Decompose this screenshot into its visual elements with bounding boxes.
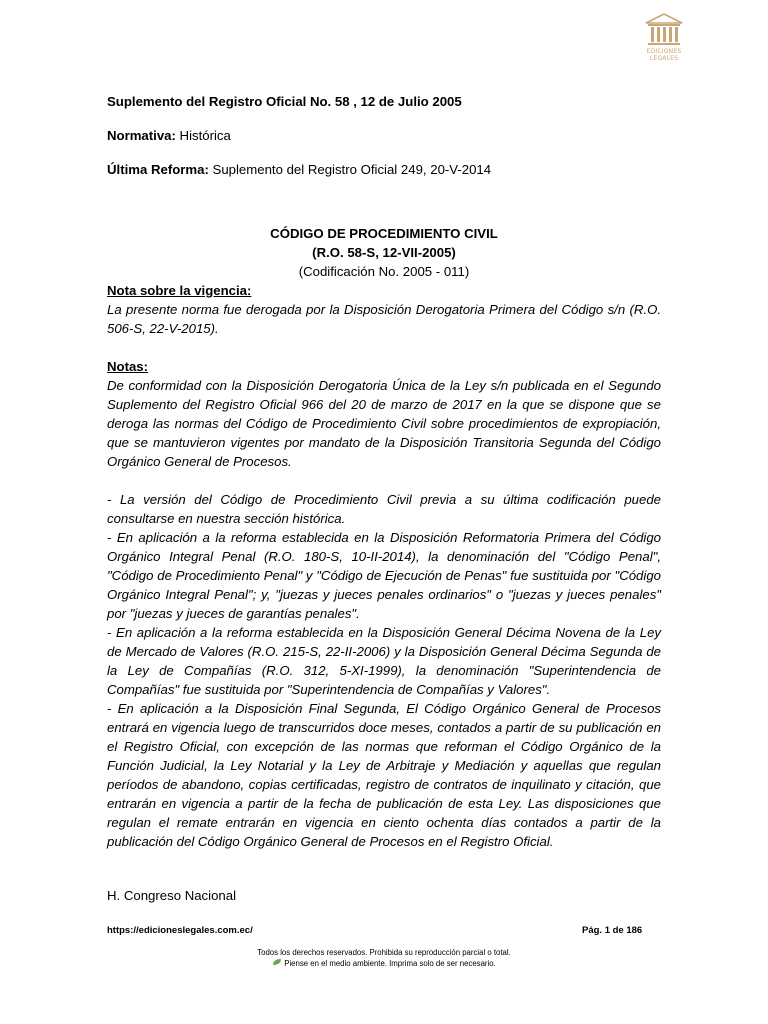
title-line-1: CÓDIGO DE PROCEDIMIENTO CIVIL — [270, 226, 498, 241]
page-number: Pág. 1 de 186 — [582, 925, 643, 936]
title-line-2: (R.O. 58-S, 12-VII-2005) — [312, 245, 456, 260]
vigencia-heading: Nota sobre la vigencia: — [107, 283, 252, 298]
footer-notice — [0, 947, 768, 969]
notas-item: - La versión del Código de Procedimiento Civil previa a su última codificación puede consultarse en nuestra sección histórica. — [107, 492, 661, 526]
notas-paragraph: De conformidad con la Disposición Derogatoria Única de la Ley s/n publicada en el Segundo Suplemento del Registro Oficial 966 del 20 de marzo de 2017 en la que se dispone que se deroga las normas del Código de Procedimiento Civil sobre procedimientos de expropiación, que se mantuvieron vigentes por mandato de la Disposición Transitoria Segunda del Código Orgánico General de Procesos. — [107, 378, 661, 469]
environment-text: Piense en el medio ambiente. Imprima solo de ser necesario. — [284, 959, 496, 968]
signatory: H. Congreso Nacional — [107, 888, 237, 903]
logo-line-2: LEGALES — [649, 54, 679, 62]
notas-item: - En aplicación a la reforma establecida en la Disposición General Décima Novena de la Ley de Mercado de Valores (R.O. 215-S, 22-II-2006) y la Disposición General Décima Segunda de la Ley de Compañías (R.O. 312, 5-XI-1999), la denominación "Superintendencia de Compañías" fue sustituida por "Superintendencia de Compañías y Valores". — [107, 625, 661, 697]
publisher-logo — [628, 12, 700, 70]
notas-body — [107, 376, 661, 851]
vigencia-paragraph: La presente norma fue derogada por la Disposición Derogatoria Primera del Código s/n (R.O. 506-S, 22-V-2015). — [107, 302, 661, 336]
rights-text: Todos los derechos reservados. Prohibida su reproducción parcial o total. — [257, 948, 511, 957]
document-title — [107, 224, 661, 281]
normativa-value: Histórica — [175, 128, 231, 143]
logo-text — [647, 49, 682, 62]
normativa-line — [107, 126, 231, 145]
ultima-reforma-value: Suplemento del Registro Oficial 249, 20-V-2014 — [208, 162, 492, 177]
notas-heading: Notas: — [107, 359, 149, 374]
notas-item: - En aplicación a la reforma establecida en la Disposición Reformatoria Primera del Código Orgánico Integral Penal (R.O. 180-S, 10-II-2014), la denominación del "Código Penal", "Código de Procedimiento Penal" y "Código de Ejecución de Penas" fue sustituida por "Código Orgánico Integral Penal"; y, "juezas y jueces penales ordinarios" o "juezas y jueces penales" por "juezas y jueces de garantías penales". — [107, 530, 661, 621]
footer-url-link[interactable]: https://edicioneslegales.com.ec/ — [107, 925, 253, 936]
supplement-reference: Suplemento del Registro Oficial No. 58 , 12 de Julio 2005 — [107, 94, 462, 109]
leaf-icon — [272, 958, 282, 969]
logo-line-1: EDICIONES — [646, 48, 682, 55]
ultima-reforma-line — [107, 160, 491, 179]
environment-line — [0, 958, 768, 969]
normativa-label: Normativa: — [107, 128, 176, 143]
paragraph-gap — [107, 471, 661, 490]
ultima-reforma-label: Última Reforma: — [107, 162, 209, 177]
vigencia-text — [107, 300, 661, 338]
temple-icon — [644, 12, 684, 48]
title-line-3: (Codificación No. 2005 - 011) — [298, 264, 470, 279]
notas-item: - En aplicación a la Disposición Final Segunda, El Código Orgánico General de Procesos entrará en vigencia luego de transcurridos doce meses, contados a partir de su publicación en el Registro Oficial, con excepción de las normas que reforman el Código Orgánico de la Función Judicial, la Ley Notarial y la Ley de Arbitraje y Mediación y aquellas que regulan períodos de abandono, copias certificadas, registro de contratos de inquilinato y citación, que entrarán en vigencia a partir de la fecha de publicación de esta Ley. Las disposiciones que regulan el remate entrarán en vigencia en ciento ochenta días contados a partir de la publicación del Código Orgánico General de Procesos en el Registro Oficial. — [107, 701, 661, 849]
